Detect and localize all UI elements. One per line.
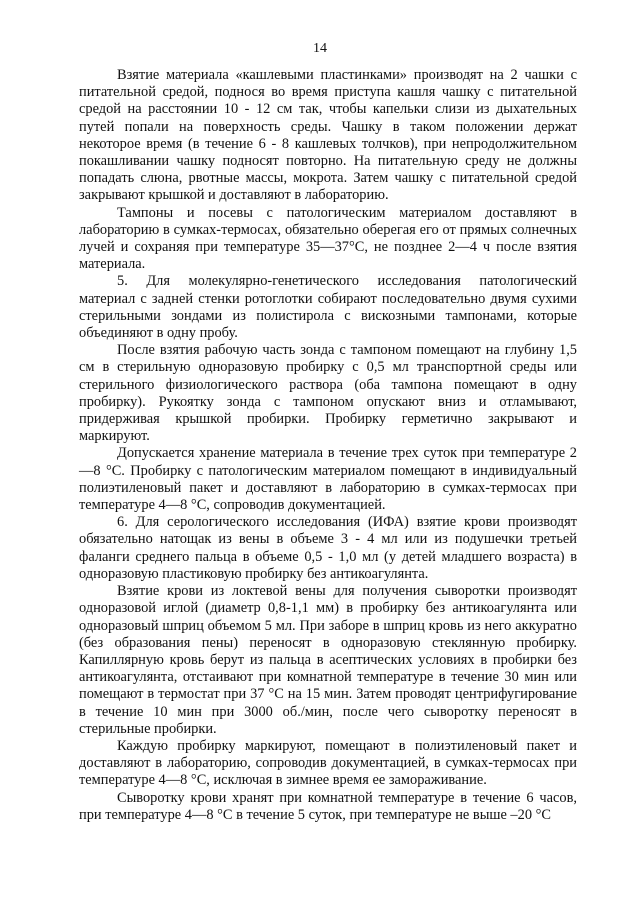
paragraph-serum-storage: Сыворотку крови хранят при комнатной температуре в течение 6 часов, при температуре 4—8 °С в течение 5 суток, при температуре не выше –20 °С	[79, 789, 577, 823]
paragraph-serological: 6. Для серологического исследования (ИФА) взятие крови производят обязательно натощак из вены в объеме 3 - 4 мл или из подушечки третьей фаланги среднего пальца в объеме 0,5 - 1,0 мл (у детей младшего возраста) в одноразовую пластиковую пробирку без антикоагулянта.	[79, 514, 577, 582]
paragraph-probe-placement: После взятия рабочую часть зонда с тампоном помещают на глубину 1,5 см в стерильную одноразовую пробирку с 0,5 мл транспортной среды или стерильного физиологического раствора (оба тампона помещают в одну пробирку). Рукоятку зонда с тампоном опускают вниз и отламывают, придерживая крышкой пробирки. Пробирку герметично закрывают и маркируют.	[79, 342, 577, 445]
paragraph-storage: Допускается хранение материала в течение трех суток при температуре 2—8 °С. Пробирку с патологическим материалом помещают в индивидуальный полиэтиленовый пакет и доставляют в лабораторию в сумках-термосах при температуре 4—8 °С, сопроводив документацией.	[79, 445, 577, 514]
paragraph-molecular-genetic: 5. Для молекулярно-генетического исследования патологический материал с задней стенки ротоглотки собирают последовательно двумя сухими стерильными зондами из полистирола с вискозными тампонами, которые объединяют в одну пробу.	[79, 273, 577, 342]
paragraph-labeling: Каждую пробирку маркируют, помещают в полиэтиленовый пакет и доставляют в лабораторию, сопроводив документацией, в сумках-термосах при температуре 4—8 °С, исключая в зимнее время ее замораживание.	[79, 737, 577, 789]
page-number: 14	[313, 41, 327, 56]
paragraph-swab-delivery: Тампоны и посевы с патологическим материалом доставляют в лабораторию в сумках-термосах, обязательно оберегая его от прямых солнечных лучей и сохраняя при температуре 35—37°С, не позднее 2—4 ч после взятия материала.	[79, 204, 577, 273]
paragraph-venous-blood: Взятие крови из локтевой вены для получения сыворотки производят одноразовой иглой (диаметр 0,8-1,1 мм) в пробирку без антикоагулянта или одноразовый шприц объемом 5 мл. При заборе в шприц кровь из него аккуратно (без образования пены) переносят в одноразовую стеклянную пробирку. Капиллярную кровь берут из пальца в асептических условиях в пробирки без антикоагулянта, отстаивают при комнатной температуре в течение 30 мин или помещают в термостат при 37 °С на 15 мин. Затем проводят центрифугирование в течение 10 мин при 3000 об./мин, после чего сыворотку переносят в стерильные пробирки.	[79, 583, 577, 737]
document-body	[79, 67, 577, 824]
paragraph-cough-plates: Взятие материала «кашлевыми пластинками» производят на 2 чашки с питательной средой, поднося во время приступа кашля чашку с питательной средой на расстоянии 10 - 12 см так, чтобы капельки слизи из дыхательных путей попали на поверхность среды. Чашку в таком положении держат некоторое время (в течение 6 - 8 кашлевых толчков), при непродолжительном покашливании чашку подносят повторно. На питательную среду не должны попадать слюна, рвотные массы, мокрота. Затем чашку с питательной средой закрывают крышкой и доставляют в лабораторию.	[79, 67, 577, 204]
